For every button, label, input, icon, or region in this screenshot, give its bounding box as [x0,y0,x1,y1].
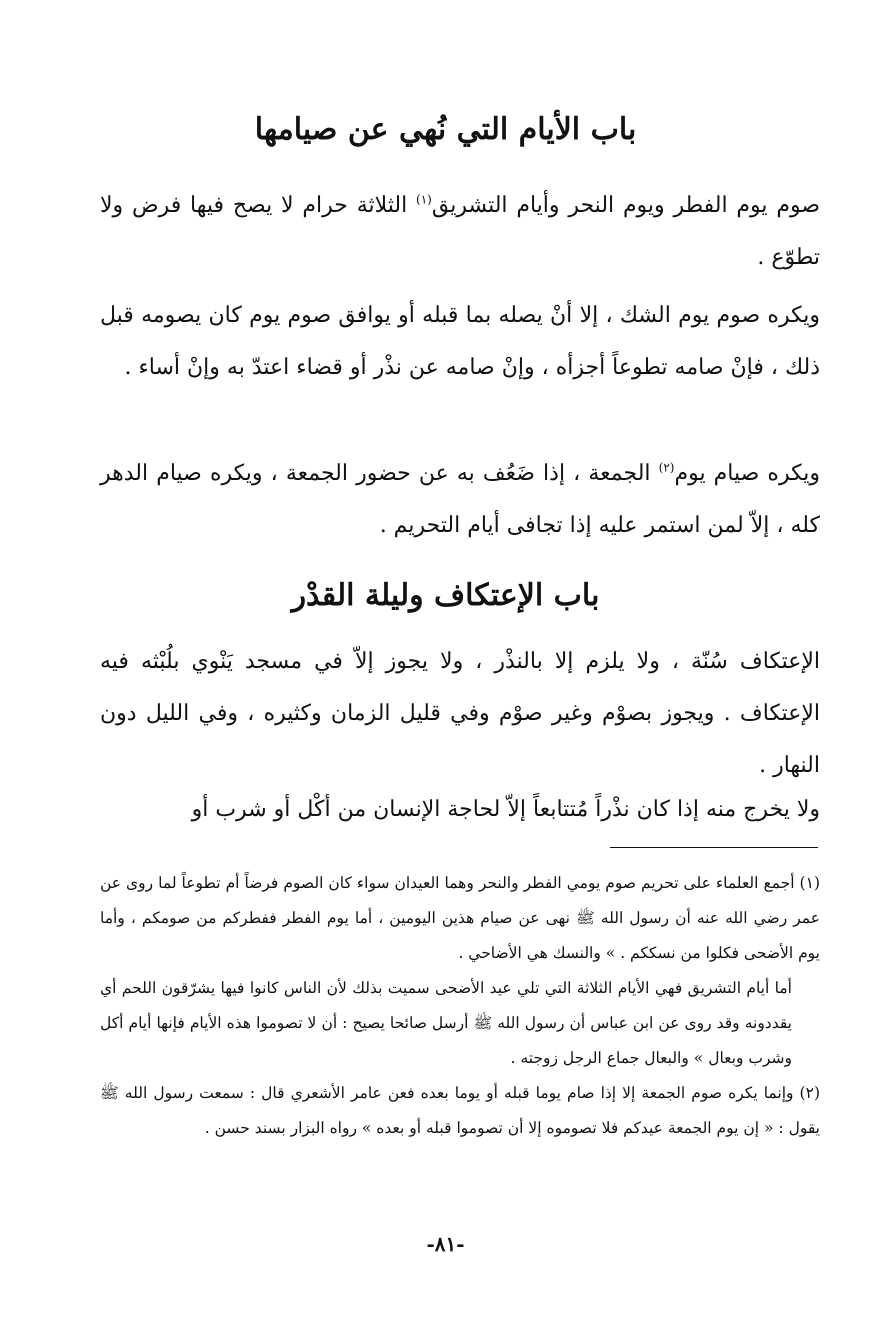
paragraph-itikaf-leaving [100,784,820,836]
paragraph-text: ويكره صوم يوم الشك ، إلا أنْ يصله بما قبله أو يوافق صوم يوم كان يصومه قبل ذلك ، فإنْ صامه تطوعاً أجزأه ، وإنْ صامه عن نذْر أو قضاء اعتدّ به وإنْ أساء . [100,303,820,380]
page-number: -٨١- [426,1232,465,1256]
paragraph-text: ولا يخرج منه إذا كان نذْراً مُتتابعاً إلاّ لحاجة الإنسان من أكْل أو شرب أو [191,797,820,822]
footnote-ref-1: (١) [416,192,432,207]
section-title-forbidden-fasting-days: باب الأيام التي نُهي عن صيامها [254,112,637,147]
footnote-1: (١) أجمع العلماء على تحريم صوم يومي الفطر والنحر وهما العيدان سواء كان الصوم فرضاً أم تطوعاً لما روى عن عمر رضي الله عنه أن رسول الله ﷺ نهى عن صيام هذين اليومين ، أما يوم الفطر ففطركم من صومكم ، وأما يوم الأضحى فكلوا من نسككم . » والنسك هي الأضاحي . [100,874,820,962]
paragraph-text: الجمعة ، إذا ضَعُف به عن حضور الجمعة ، ويكره صيام الدهر كله ، إلاّ لمن استمر عليه إذا تجافى أيام التحريم . [100,461,820,538]
paragraph-text: الإعتكاف سُنّة ، ولا يلزم إلا بالنذْر ، ولا يجوز إلاّ في مسجد يَنْوي بلُبْثه فيه الإعتكاف . ويجوز بصوْم وغير صوْم وفي قليل الزمان وكثيره ، وفي الليل دون النهار . [100,649,820,778]
paragraph-itikaf [100,636,820,792]
footnote-separator [610,847,818,848]
footnote-2: (٢) وإنما يكره صوم الجمعة إلا إذا صام يوما قبله أو يوما بعده فعن عامر الأشعري قال : سمعت رسول الله ﷺ يقول : « إن يوم الجمعة عيدكم فلا تصوموه إلا أن تصوموا قبله أو بعده » رواه البزار بسند حسن . [100,1084,820,1137]
paragraph-text: ويكره صيام يوم [674,461,820,486]
paragraph-text: صوم يوم الفطر ويوم النحر وأيام التشريق [431,193,821,218]
paragraph-forbidden-days [100,180,820,284]
footnote-1-continued: أما أيام التشريق فهي الأيام الثلاثة التي تلي عيد الأضحى سميت بذلك لأن الناس كانوا فيها يشرّقون اللحم أي يقددونه وقد روى عن ابن عباس أن رسول الله ﷺ أرسل صائحا يصيح : أن لا تصوموا هذه الأيام فإنها أيام أكل وشرب وبعال » والبعال جماع الرجل زوجته . [100,979,792,1067]
section-title-itikaf: باب الإعتكاف وليلة القدْر [291,578,600,613]
footnotes [100,866,820,1146]
footnote-ref-2: (٢) [658,460,675,475]
paragraph-text: الثلاثة حرام لا يصح فيها فرض ولا تطوّع . [100,193,820,270]
paragraph-doubt-day [100,290,820,394]
paragraph-friday-fasting [100,448,820,552]
